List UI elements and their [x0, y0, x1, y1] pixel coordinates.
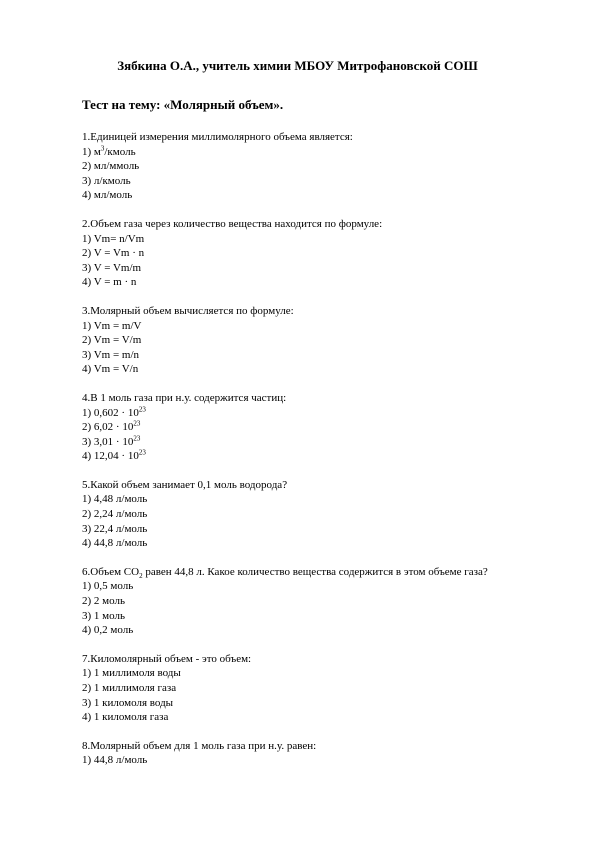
answer-option: 4) 1 киломоля газа [82, 711, 169, 724]
answer-option: 3) Vm = m/n [82, 348, 140, 361]
answer-option: 3) V = Vm/m [82, 261, 142, 274]
question-text: 8.Молярный объем для 1 моль газа при н.у. равен: [82, 739, 317, 752]
answer-option: 2) мл/ммоль [82, 160, 140, 173]
question-text: 3.Молярный объем вычисляется по формуле: [82, 304, 294, 317]
question-2 [82, 217, 562, 290]
question-text: 4.В 1 моль газа при н.у. содержится частиц: [82, 391, 287, 404]
answer-option: 3) л/кмоль [82, 174, 131, 187]
answer-option: 2) 2,24 л/моль [82, 508, 148, 521]
question-1 [82, 130, 562, 203]
answer-option: 4) 0,2 моль [82, 624, 134, 637]
question-text: 1.Единицей измерения миллимолярного объема является: [82, 131, 353, 143]
question-7 [82, 652, 562, 725]
answer-option: 4) Vm = V/n [82, 363, 139, 376]
answer-option: 1) 0,5 моль [82, 580, 134, 593]
answer-option: 1) $м^3$/кмоль [82, 143, 136, 158]
question-3 [82, 304, 562, 377]
question-4 [82, 391, 562, 464]
question-text: 6.Объем $СО_2$ равен 44,8 л. Какое количество вещества содержится в этом объеме газа? [82, 565, 488, 581]
answer-option: 4) 44,8 л/моль [82, 537, 148, 550]
answer-option: 3) 1 моль [82, 609, 125, 622]
question-text: 2.Объем газа через количество вещества находится по формуле: [82, 217, 383, 230]
answer-option: 2) V = Vm · n [82, 247, 145, 260]
answer-option: 3) 1 киломоля воды [82, 696, 174, 709]
answer-option: 4) V = m · n [82, 276, 137, 289]
question-8 [82, 739, 562, 768]
answer-option: 1) 44,8 л/моль [82, 754, 148, 767]
answer-option: 2) Vm = V/m [82, 334, 142, 347]
test-title: Тест на тему: «Молярный объем». [82, 97, 284, 112]
answer-option: 1) 1 миллимоля воды [82, 667, 181, 680]
answer-option: 2) $6,02 \cdot 10^{23}$ [82, 419, 141, 434]
answer-option: 1) 4,48 л/моль [82, 493, 148, 506]
question-text: 7.Киломолярный объем - это объем: [82, 652, 252, 665]
answer-option: 3) 22,4 л/моль [82, 522, 148, 535]
answer-option: 1) Vm = m/V [82, 319, 142, 332]
answer-option: 2) 2 моль [82, 595, 125, 608]
question-5 [82, 478, 562, 551]
answer-option: 4) $12,04 \cdot 10^{23}$ [82, 448, 146, 463]
answer-option: 1) Vm= n/Vm [82, 232, 145, 245]
author-header: Зябкина О.А., учитель химии МБОУ Митрофановской СОШ [117, 58, 478, 73]
question-text: 5.Какой объем занимает 0,1 моль водорода? [82, 478, 288, 491]
answer-option: 1) $0,602 \cdot 10^{23}$ [82, 404, 146, 419]
question-list [82, 130, 562, 782]
question-6 [82, 565, 562, 638]
answer-option: 2) 1 миллимоля газа [82, 682, 177, 694]
answer-option: 3) $3,01 \cdot 10^{23}$ [82, 434, 141, 448]
answer-option: 4) мл/моль [82, 189, 133, 202]
